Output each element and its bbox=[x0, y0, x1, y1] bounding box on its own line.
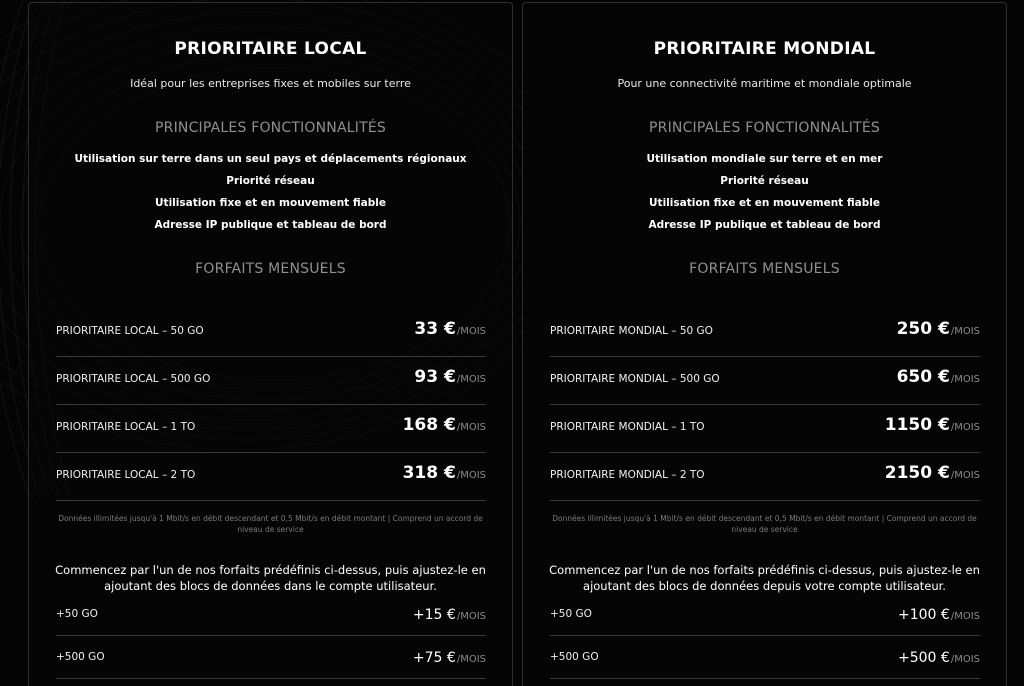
price-unit: /MOIS bbox=[456, 374, 486, 385]
card-title: PRIORITAIRE MONDIAL bbox=[653, 39, 876, 59]
price-unit: /MOIS bbox=[456, 422, 486, 433]
price-unit: /MOIS bbox=[456, 654, 486, 665]
plan-price bbox=[897, 367, 980, 387]
addon-row bbox=[56, 593, 486, 636]
price-amount: 168 € bbox=[402, 415, 456, 435]
plans-heading: FORFAITS MENSUELS bbox=[195, 261, 346, 277]
addon-row bbox=[550, 636, 980, 679]
price-unit: /MOIS bbox=[456, 470, 486, 481]
addon-price bbox=[413, 604, 486, 623]
plan-price bbox=[885, 463, 980, 483]
plan-row bbox=[56, 453, 486, 501]
feature-item: Priorité réseau bbox=[720, 175, 809, 187]
plan-row bbox=[550, 357, 980, 405]
plan-row bbox=[56, 357, 486, 405]
addon-amount: +500 € bbox=[898, 650, 950, 666]
plan-row bbox=[550, 309, 980, 357]
price-unit: /MOIS bbox=[950, 326, 980, 337]
addon-name: +50 GO bbox=[550, 608, 592, 620]
addon-price bbox=[898, 604, 980, 623]
plan-name: PRIORITAIRE MONDIAL – 1 TO bbox=[550, 421, 705, 433]
plan-price bbox=[414, 367, 486, 387]
price-unit: /MOIS bbox=[456, 611, 486, 622]
feature-item: Utilisation mondiale sur terre et en mer bbox=[646, 153, 883, 165]
data-policy-note: Données illimitées jusqu'à 1 Mbit/s en débit descendant et 0,5 Mbit/s en débit montant | Comprend un accord de niveau de service bbox=[58, 514, 483, 534]
addon-name: +500 GO bbox=[550, 651, 599, 663]
features-heading: PRINCIPALES FONCTIONNALITÉS bbox=[155, 120, 386, 136]
card-subtitle: Idéal pour les entreprises fixes et mobiles sur terre bbox=[130, 77, 411, 90]
plan-name: PRIORITAIRE LOCAL – 1 TO bbox=[56, 421, 196, 433]
plan-price bbox=[403, 415, 486, 435]
addon-row bbox=[56, 636, 486, 679]
price-amount: 250 € bbox=[896, 319, 950, 339]
plan-name: PRIORITAIRE LOCAL – 500 GO bbox=[56, 373, 211, 385]
price-amount: 33 € bbox=[414, 319, 456, 339]
features-list bbox=[29, 151, 512, 239]
addons-list bbox=[56, 593, 486, 679]
price-amount: 2150 € bbox=[884, 463, 950, 483]
plan-row bbox=[550, 405, 980, 453]
features-heading: PRINCIPALES FONCTIONNALITÉS bbox=[649, 120, 880, 136]
feature-item: Utilisation fixe et en mouvement fiable bbox=[649, 197, 880, 209]
plan-price bbox=[403, 463, 486, 483]
plan-row bbox=[56, 309, 486, 357]
feature-item: Adresse IP publique et tableau de bord bbox=[154, 219, 387, 231]
plan-name: PRIORITAIRE MONDIAL – 50 GO bbox=[550, 325, 713, 337]
price-amount: 318 € bbox=[402, 463, 456, 483]
data-policy-note: Données illimitées jusqu'à 1 Mbit/s en débit descendant et 0,5 Mbit/s en débit montant | Comprend un accord de niveau de service bbox=[552, 514, 977, 534]
plan-price bbox=[885, 415, 980, 435]
price-unit: /MOIS bbox=[456, 326, 486, 337]
plans-list bbox=[550, 309, 980, 501]
plan-name: PRIORITAIRE MONDIAL – 2 TO bbox=[550, 469, 705, 481]
addons-list bbox=[550, 593, 980, 679]
price-unit: /MOIS bbox=[950, 374, 980, 385]
feature-item: Adresse IP publique et tableau de bord bbox=[648, 219, 881, 231]
plan-price bbox=[414, 319, 486, 339]
plan-card-local bbox=[28, 2, 513, 686]
price-unit: /MOIS bbox=[950, 470, 980, 481]
addon-amount: +75 € bbox=[412, 650, 456, 666]
plan-row bbox=[550, 453, 980, 501]
plan-row bbox=[56, 405, 486, 453]
price-unit: /MOIS bbox=[950, 654, 980, 665]
feature-item: Utilisation fixe et en mouvement fiable bbox=[155, 197, 386, 209]
price-unit: /MOIS bbox=[950, 611, 980, 622]
addon-name: +500 GO bbox=[56, 651, 105, 663]
addon-row bbox=[550, 593, 980, 636]
price-amount: 93 € bbox=[414, 367, 456, 387]
plan-name: PRIORITAIRE LOCAL – 2 TO bbox=[56, 469, 196, 481]
customize-text: Commencez par l'un de nos forfaits prédéfinis ci-dessus, puis ajustez-le en ajoutant des blocs de données dans le compte utilisateur. bbox=[55, 563, 486, 593]
addon-price bbox=[413, 647, 486, 666]
plan-name: PRIORITAIRE LOCAL – 50 GO bbox=[56, 325, 204, 337]
plan-price bbox=[897, 319, 980, 339]
card-subtitle: Pour une connectivité maritime et mondiale optimale bbox=[617, 77, 912, 90]
addon-name: +50 GO bbox=[56, 608, 98, 620]
addon-price bbox=[898, 647, 980, 666]
plans-list bbox=[56, 309, 486, 501]
card-title: PRIORITAIRE LOCAL bbox=[174, 39, 367, 59]
customize-text: Commencez par l'un de nos forfaits prédéfinis ci-dessus, puis ajustez-le en ajoutant des blocs de données depuis votre compte utilisateur. bbox=[549, 563, 980, 593]
addon-amount: +100 € bbox=[898, 607, 950, 623]
features-list bbox=[523, 151, 1006, 239]
addon-amount: +15 € bbox=[412, 607, 456, 623]
plan-card-global bbox=[522, 2, 1007, 686]
plan-name: PRIORITAIRE MONDIAL – 500 GO bbox=[550, 373, 720, 385]
price-unit: /MOIS bbox=[950, 422, 980, 433]
plans-heading: FORFAITS MENSUELS bbox=[689, 261, 840, 277]
price-amount: 1150 € bbox=[884, 415, 950, 435]
feature-item: Utilisation sur terre dans un seul pays et déplacements régionaux bbox=[74, 153, 467, 165]
feature-item: Priorité réseau bbox=[226, 175, 315, 187]
price-amount: 650 € bbox=[896, 367, 950, 387]
